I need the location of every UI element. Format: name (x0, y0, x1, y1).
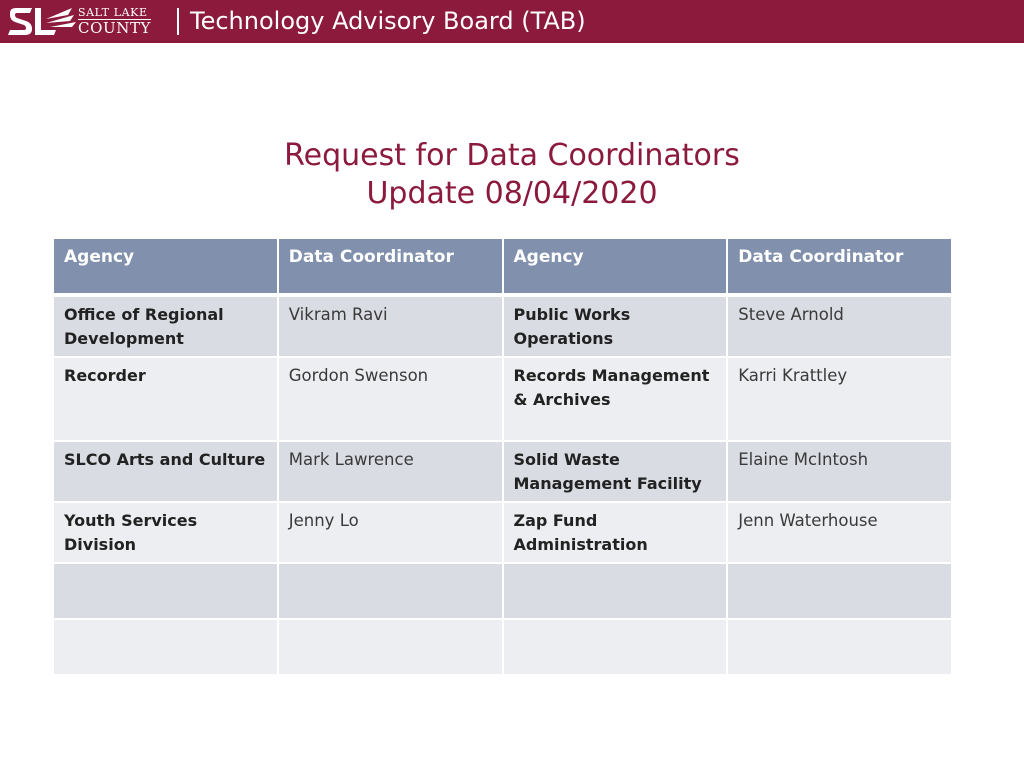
coordinator-cell (727, 619, 952, 675)
coordinator-cell: Elaine McIntosh (727, 441, 952, 502)
agency-cell: Records Management & Archives (503, 357, 728, 441)
table-row-empty (53, 563, 952, 619)
table-row (53, 441, 952, 502)
agency-cell (503, 563, 728, 619)
agency-cell: SLCO Arts and Culture (53, 441, 278, 502)
slide-title-line2: Update 08/04/2020 (366, 176, 658, 211)
coordinator-cell: Jenn Waterhouse (727, 502, 952, 563)
logo-text-salt-lake: SALT LAKE (78, 7, 151, 20)
column-header-data-coordinator: Data Coordinator (278, 238, 503, 295)
sl-logo-mark-icon (6, 5, 76, 38)
coordinator-cell (278, 619, 503, 675)
column-header-agency: Agency (53, 238, 278, 295)
header-divider (177, 8, 179, 35)
coordinator-cell (727, 563, 952, 619)
column-header-agency: Agency (503, 238, 728, 295)
agency-cell (53, 619, 278, 675)
coordinator-cell (278, 563, 503, 619)
data-coordinators-table (52, 237, 953, 676)
salt-lake-county-logo (6, 5, 151, 38)
agency-cell: Youth Services Division (53, 502, 278, 563)
header-bar (0, 0, 1024, 43)
table-header-row (53, 238, 952, 295)
coordinator-cell: Karri Krattley (727, 357, 952, 441)
coordinator-cell: Mark Lawrence (278, 441, 503, 502)
table-row-empty (53, 619, 952, 675)
agency-cell: Office of Regional Development (53, 295, 278, 357)
table-row (53, 295, 952, 357)
slide-title (0, 137, 1024, 213)
table-row (53, 357, 952, 441)
agency-cell (53, 563, 278, 619)
coordinator-cell: Steve Arnold (727, 295, 952, 357)
logo-wordmark (78, 7, 151, 36)
slide-title-line1: Request for Data Coordinators (284, 138, 740, 173)
logo-text-county: COUNTY (78, 19, 152, 37)
coordinator-cell: Gordon Swenson (278, 357, 503, 441)
coordinator-cell: Vikram Ravi (278, 295, 503, 357)
agency-cell: Solid Waste Management Facility (503, 441, 728, 502)
table-row (53, 502, 952, 563)
agency-cell: Recorder (53, 357, 278, 441)
column-header-data-coordinator: Data Coordinator (727, 238, 952, 295)
agency-cell (503, 619, 728, 675)
coordinator-cell: Jenny Lo (278, 502, 503, 563)
agency-cell: Zap Fund Administration (503, 502, 728, 563)
header-title: Technology Advisory Board (TAB) (190, 7, 586, 35)
agency-cell: Public Works Operations (503, 295, 728, 357)
